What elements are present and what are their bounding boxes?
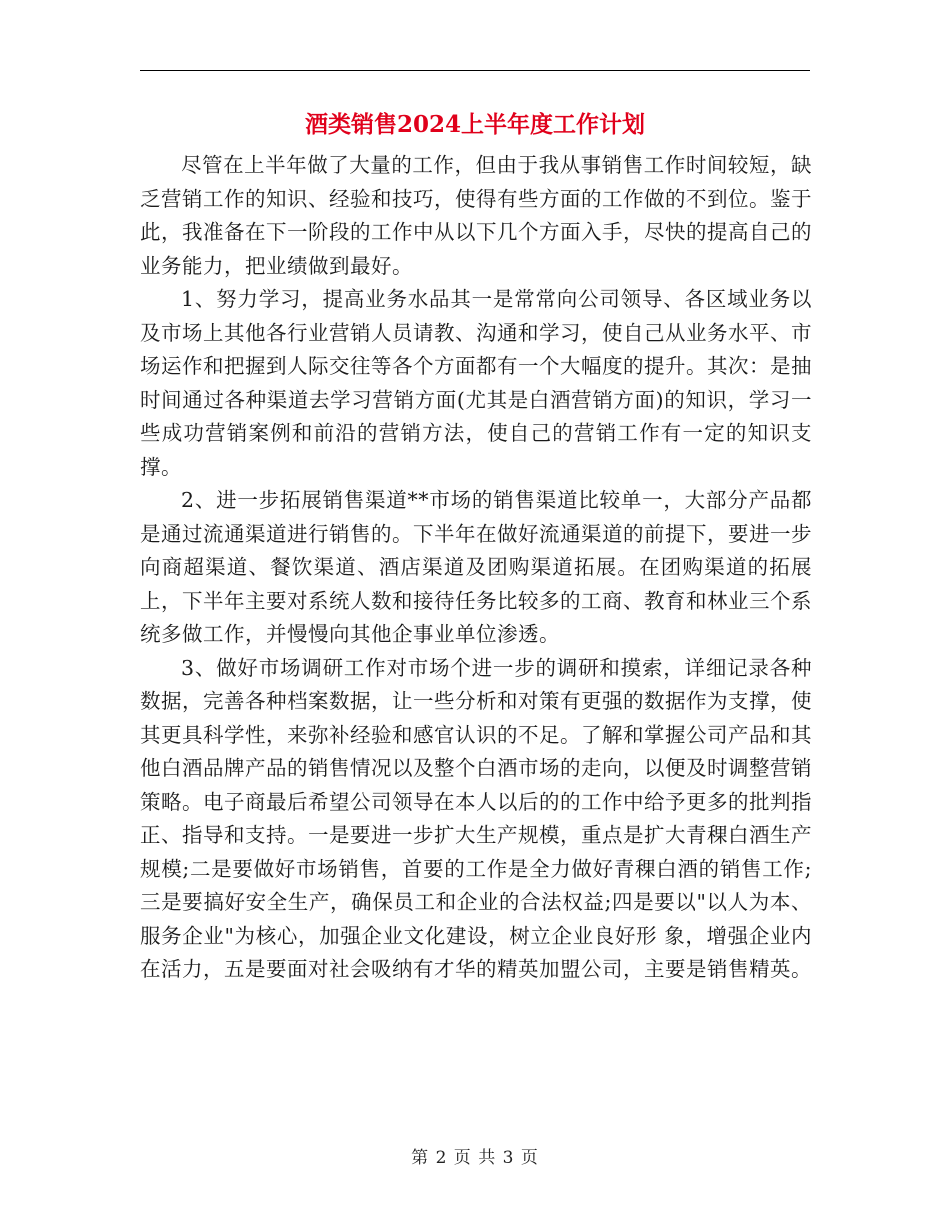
- header-rule: [140, 70, 810, 71]
- page-number: 第 2 页 共 3 页: [411, 1148, 539, 1168]
- paragraph-channels: 2、进一步拓展销售渠道**市场的销售渠道比较单一，大部分产品都是通过流通渠道进行销售的。下半年在做好流通渠道的前提下，要进一步向商超渠道、餐饮渠道、酒店渠道及团购渠道拓展。在团购渠道的拓展上，下半年主要对系统人数和接待任务比较多的工商、教育和林业三个系统多做工作，并慢慢向其他企事业单位渗透。: [140, 488, 812, 646]
- document-body: [140, 149, 812, 987]
- paragraph-research: 3、做好市场调研工作对市场个进一步的调研和摸索，详细记录各种数据，完善各种档案数据，让一些分析和对策有更强的数据作为支撑，使其更具科学性，来弥补经验和感官认识的不足。了解和掌握公司产品和其他白酒品牌产品的销售情况以及整个白酒市场的走向，以便及时调整营销策略。电子商最后希望公司领导在本人以后的的工作中给予更多的批判指正、指导和支持。一是要进一步扩大生产规模，重点是扩大青稞白酒生产规模;二是要做好市场销售，首要的工作是全力做好青稞白酒的销售工作;三是要搞好安全生产，确保员工和企业的合法权益;四是要以"以人为本、服务企业"为核心，加强企业文化建设，树立企业良好形 象，增强企业内在活力，五是要面对社会吸纳有才华的精英加盟公司，主要是销售精英。: [140, 655, 812, 981]
- paragraph-intro: 尽管在上半年做了大量的工作，但由于我从事销售工作时间较短，缺乏营销工作的知识、经验和技巧，使得有些方面的工作做的不到位。鉴于此，我准备在下一阶段的工作中从以下几个方面入手，尽快的提高自己的业务能力，把业绩做到最好。: [140, 153, 812, 278]
- document-title: 酒类销售2024上半年度工作计划: [304, 111, 645, 138]
- paragraph-study: 1、努力学习，提高业务水品其一是常常向公司领导、各区域业务以及市场上其他各行业营销人员请教、沟通和学习，使自己从业务水平、市场运作和把握到人际交往等各个方面都有一个大幅度的提升。其次：是抽时间通过各种渠道去学习营销方面(尤其是白酒营销方面)的知识，学习一些成功营销案例和前沿的营销方法，使自己的营销工作有一定的知识支撑。: [140, 287, 812, 479]
